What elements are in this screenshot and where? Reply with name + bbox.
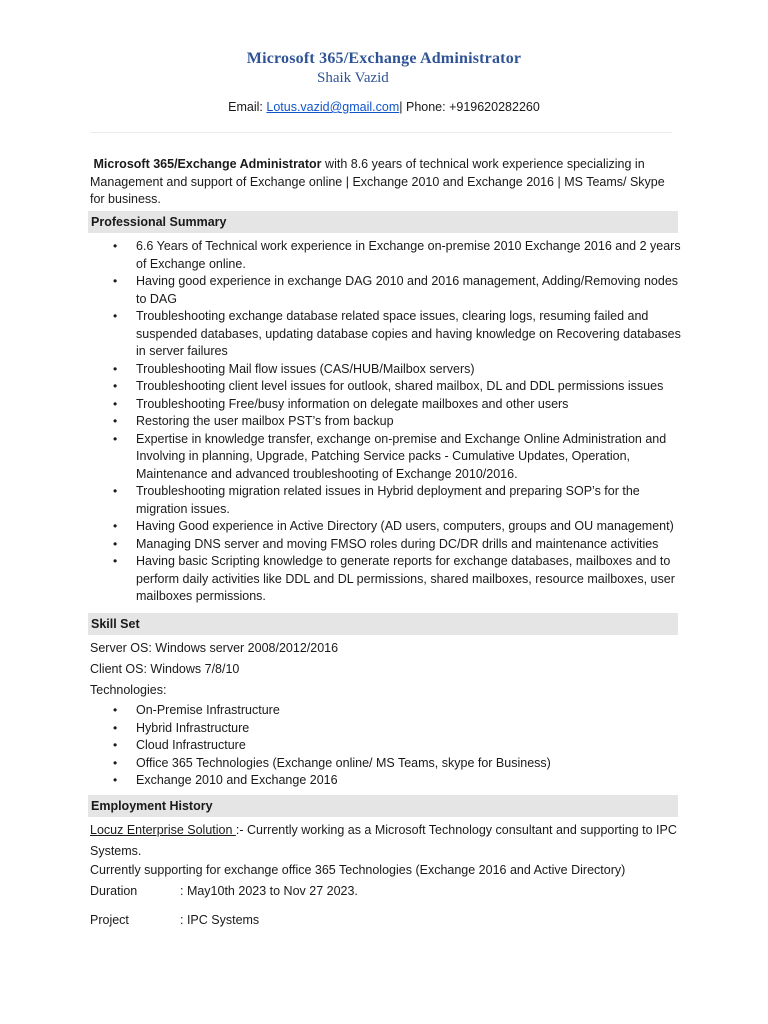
duration-label: Duration xyxy=(90,884,138,898)
list-item: • Cloud Infrastructure xyxy=(90,737,682,755)
list-item: • Having good experience in exchange DAG 2010 and 2016 management, Adding/Removing nodes to DAG xyxy=(113,274,679,306)
bullet-icon: • xyxy=(113,484,118,498)
intro-text: with 8.6 years of technical work experience specializing in Management and support of Exchange online | Exchange 2010 and Exchange 2016 | MS Teams/ Skype for business. xyxy=(90,157,665,206)
list-item: • Managing DNS server and moving FMSO roles during DC/DR drills and maintenance activities xyxy=(90,536,682,554)
bullet-icon: • xyxy=(113,274,118,288)
bullet-icon: • xyxy=(113,396,118,411)
project-label: Project xyxy=(90,913,129,927)
list-item: • Having Good experience in Active Directory (AD users, computers, groups and OU management) xyxy=(90,518,682,536)
intro-paragraph xyxy=(90,156,682,209)
list-item: • Troubleshooting client level issues for outlook, shared mailbox, DL and DDL permissions issues xyxy=(90,378,682,396)
candidate-name: Shaik Vazid xyxy=(317,70,389,86)
project-row xyxy=(90,912,259,930)
section-heading-skills: Skill Set xyxy=(88,613,678,635)
bullet-icon: • xyxy=(113,554,118,568)
list-item: • On-Premise Infrastructure xyxy=(90,702,682,720)
bullet-icon: • xyxy=(113,536,118,551)
duration-row xyxy=(90,883,358,901)
bullet-icon: • xyxy=(113,755,118,770)
bullet-icon: • xyxy=(113,519,118,533)
bullet-icon: • xyxy=(113,414,118,428)
section-heading-summary: Professional Summary xyxy=(88,211,678,233)
list-item: • Troubleshooting exchange database related space issues, clearing logs, resuming failed and suspended databases, updating database copies and having knowledge on Recovering databases in server failures xyxy=(113,309,681,358)
client-os-line: Client OS: Windows 7/8/10 xyxy=(90,662,240,676)
email-label: Email: xyxy=(228,100,267,114)
bullet-icon: • xyxy=(113,309,118,323)
intro-role: Microsoft 365/Exchange Administrator xyxy=(93,157,322,171)
contact-line xyxy=(0,100,768,114)
employment-company-paragraph xyxy=(90,820,682,861)
technologies-list xyxy=(90,702,682,790)
bullet-icon: • xyxy=(113,773,118,787)
bullet-icon: • xyxy=(113,720,118,735)
list-item: • Troubleshooting Mail flow issues (CAS/HUB/Mailbox servers) xyxy=(90,361,682,379)
header-divider xyxy=(90,132,672,133)
email-link[interactable]: Lotus.vazid@gmail.com xyxy=(266,100,400,114)
list-item: • Troubleshooting Free/busy information on delegate mailboxes and other users xyxy=(90,396,682,414)
section-heading-employment: Employment History xyxy=(88,795,678,817)
phone-text: | Phone: +919620282260 xyxy=(399,100,540,114)
list-item: • 6.6 Years of Technical work experience in Exchange on-premise 2010 Exchange 2016 and 2 years of Exchange online. xyxy=(113,239,681,271)
company-name: Locuz Enterprise Solution xyxy=(90,823,236,837)
summary-list xyxy=(90,238,682,606)
bullet-icon: • xyxy=(113,379,118,393)
list-item: • Having basic Scripting knowledge to generate reports for exchange databases, mailboxes and to perform daily activities like DDL and DL permissions, shared mailboxes, resource mailboxes, user mailboxes permissions. xyxy=(113,554,675,603)
duration-value: : May10th 2023 to Nov 27 2023. xyxy=(180,884,358,898)
list-item: • Office 365 Technologies (Exchange online/ MS Teams, skype for Business) xyxy=(90,755,682,773)
bullet-icon: • xyxy=(113,738,118,752)
server-os-line: Server OS: Windows server 2008/2012/2016 xyxy=(90,641,339,655)
list-item: • Hybrid Infrastructure xyxy=(90,720,682,738)
list-item: • Exchange 2010 and Exchange 2016 xyxy=(90,772,682,790)
list-item: • Restoring the user mailbox PST’s from backup xyxy=(90,413,682,431)
technologies-label: Technologies: xyxy=(90,683,167,697)
list-item: • Expertise in knowledge transfer, exchange on-premise and Exchange Online Administration and Involving in planning, Upgrade, Patching Service packs - Cumulative Updates, Operation, Maintenance and advanced troubleshooting of Exchange 2010/2016. xyxy=(113,431,667,481)
bullet-icon: • xyxy=(113,703,118,717)
project-value: : IPC Systems xyxy=(180,913,260,927)
list-item: • Troubleshooting migration related issues in Hybrid deployment and preparing SOP’s for the migration issues. xyxy=(113,484,640,516)
bullet-icon: • xyxy=(113,431,118,446)
bullet-icon: • xyxy=(113,361,118,376)
company-description: :- Currently working as a Microsoft Technology consultant and supporting to IPC Systems. xyxy=(90,823,677,858)
current-support-line: Currently supporting for exchange office 365 Technologies (Exchange 2016 and Active Directory) xyxy=(90,863,626,877)
document-title: Microsoft 365/Exchange Administrator xyxy=(246,50,522,67)
bullet-icon: • xyxy=(113,239,118,253)
